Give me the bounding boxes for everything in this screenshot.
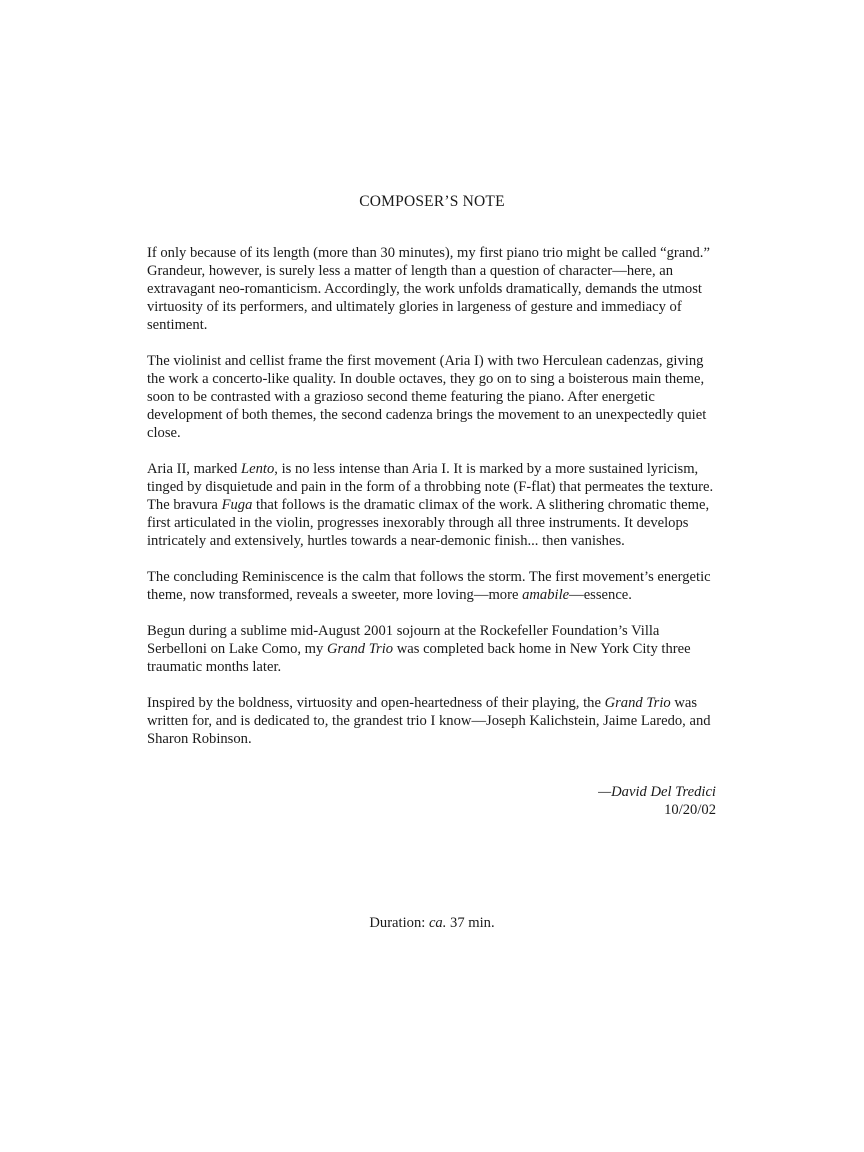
duration-value: 37 min. [446,915,495,931]
work-title-grand-trio: Grand Trio [326,641,394,657]
duration-label: Duration: [369,915,429,931]
paragraph-5-part-a: Begun during a sublime mid-August 2001 sojourn at the Rockefeller Foundation’s Villa Serbelloni on Lake Como, my [147,623,660,657]
paragraph-6-part-c: was written for, and is dedicated to, the grandest trio I know—Joseph Kalichstein, Jaime Laredo, and Sharon Robinson. [147,695,711,747]
paragraph-3-part-e: that follows is the dramatic climax of the work. A slithering chromatic theme, first articulated in the violin, progresses inexorably through all three instruments. It develops intricately and extensively, hurtles towards a near-demonic finish... then vanishes. [147,497,710,549]
paragraph-1 [147,244,723,334]
paragraph-5-part-c: was completed back home in New York City three traumatic months later. [147,641,691,675]
tempo-marking-lento: Lento [241,461,275,477]
paragraph-6-part-a: Inspired by the boldness, virtuosity and open-heartedness of their playing, the [147,695,605,711]
note-body [147,244,723,766]
signature-block [598,783,716,819]
work-title-grand-trio: Grand Trio [604,695,671,711]
paragraph-4 [147,568,723,604]
paragraph-1-text: If only because of its length (more than 30 minutes), my first piano trio might be called “grand.” Grandeur, however, is surely less a matter of length than a question of character—here, an extravagant neo-romanticism. Accordingly, the work unfolds dramatically, demands the utmost virtuosity of its performers, and ultimately glories in largeness of gesture and immediacy of sentiment. [147,245,710,333]
duration-circa: ca. [428,915,447,931]
paragraph-3 [147,460,723,550]
amabile-term: amabile [522,587,570,603]
fuga-term: Fuga [221,497,253,513]
paragraph-5 [147,622,723,676]
paragraph-6 [147,694,723,748]
paragraph-4-part-c: —essence. [569,587,632,603]
duration-line [0,914,864,932]
paragraph-3-part-c: , is no less intense than Aria I. It is marked by a more sustained lyricism, tinged by disquietude and pain in the form of a throbbing note (F-flat) that permeates the texture. The bravura [147,461,714,513]
paragraph-2-text: The violinist and cellist frame the first movement (Aria I) with two Herculean cadenzas, giving the work a concerto-like quality. In double octaves, they go on to sing a boisterous main theme, soon to be contrasted with a grazioso second theme featuring the piano. After energetic development of both themes, the second cadenza brings the movement to an unexpectedly quiet close. [147,353,707,441]
composer-name: —David Del Tredici [598,784,716,800]
page-title: COMPOSER’S NOTE [359,193,505,210]
paragraph-4-part-a: The concluding Reminiscence is the calm that follows the storm. The first movement’s energetic theme, now transformed, reveals a sweeter, more loving—more [147,569,711,603]
paragraph-3-part-a: Aria II, marked [147,461,242,477]
note-date: 10/20/02 [664,802,716,818]
paragraph-2 [147,352,723,442]
